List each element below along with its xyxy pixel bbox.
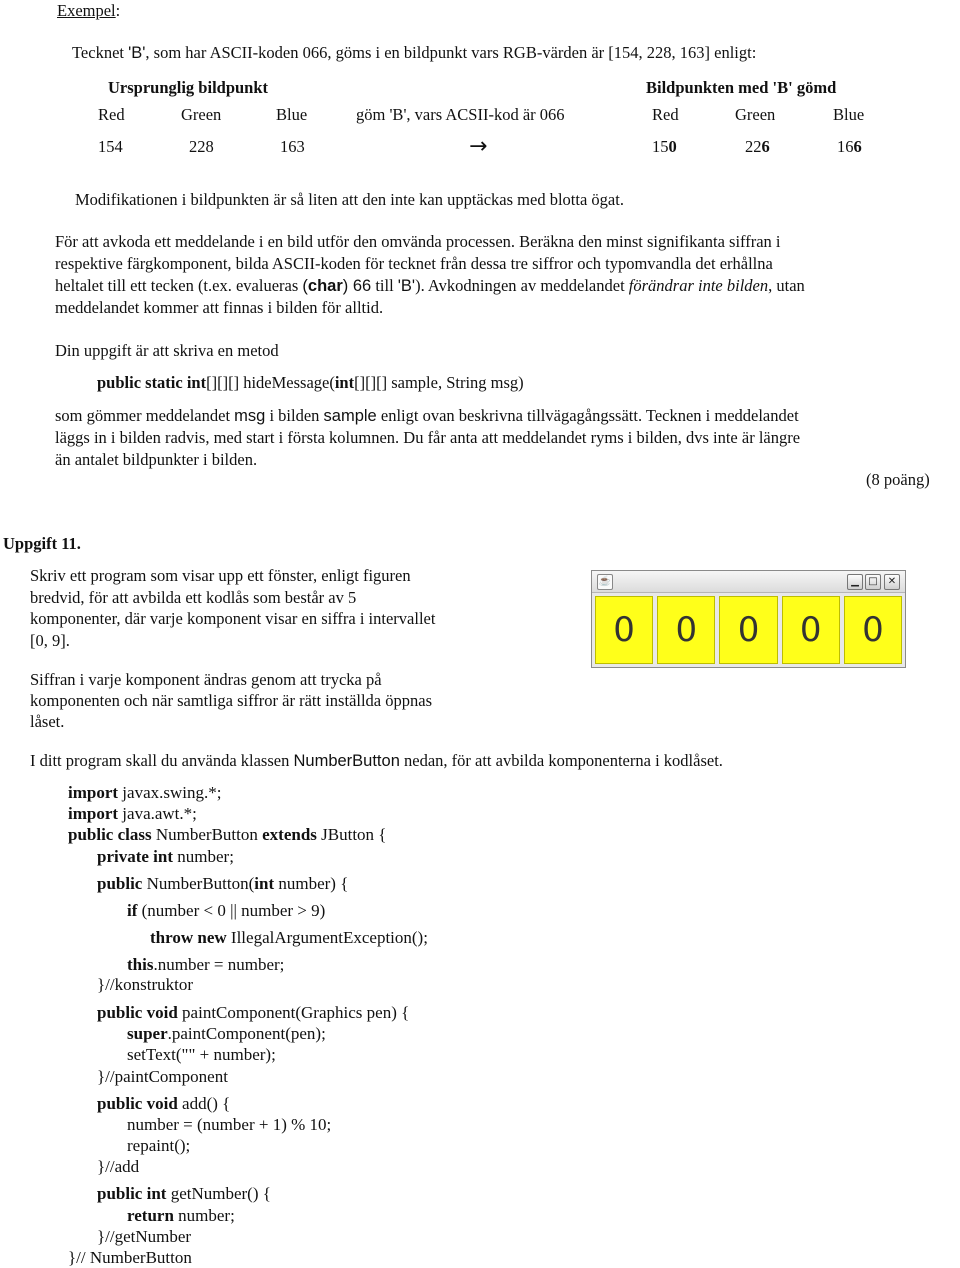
code-line: public NumberButton(int number) { [97,874,349,893]
code-line: this.number = number; [127,955,285,974]
codelock-window [591,570,906,668]
decode-line: För att avkoda ett meddelande i en bild utför den omvända processen. Beräkna den minst signifikanta siffran i [55,232,781,251]
hidden-red-value: 150 [652,137,677,156]
example-heading: Exempel: [57,1,121,20]
decode-line: respektive färgkomponent, bilda ASCII-koden för tecknet från dessa tre siffror och typomvandla det erhållna [55,254,773,273]
hidden-green-value: 226 [745,137,770,156]
code-line: }//paintComponent [97,1067,228,1086]
code-line: throw new IllegalArgumentException(); [150,928,428,947]
close-button[interactable]: ✕ [884,574,900,590]
maximize-button[interactable]: □ [865,574,881,590]
col-red: Red [98,105,125,124]
intro-text: Tecknet 'B', som har ASCII-koden 066, göms i en bildpunkt vars RGB-värden är [154, 228, 163] enligt: [72,43,757,62]
points-label: (8 poäng) [866,470,930,489]
uppgift-line: bredvid, för att avbilda ett kodlås som består av 5 [30,588,357,607]
orig-green-value: 228 [189,137,214,156]
task-intro: Din uppgift är att skriva en metod [55,341,279,360]
task-line: läggs in i bilden radvis, med start i första kolumnen. Du får anta att meddelandet ryms i bilden, dvs inte är längre [55,428,801,447]
code-line: public int getNumber() { [97,1184,271,1203]
code-line: import java.awt.*; [68,804,197,823]
uppgift-line: Skriv ett program som visar upp ett fönster, enligt figuren [30,566,411,585]
code-line: private int number; [97,847,234,866]
minimize-button[interactable]: ▁ [847,574,863,590]
hidden-blue-value: 166 [837,137,862,156]
hide-operation-label: göm 'B', vars ACSII-kod är 066 [356,105,565,124]
digit-button-3[interactable]: 0 [719,596,777,664]
digit-button-1[interactable]: 0 [595,596,653,664]
digit-button-4[interactable]: 0 [782,596,840,664]
original-pixel-header: Ursprunglig bildpunkt [108,78,269,97]
decode-line: meddelandet kommer att finnas i bilden för alltid. [55,298,384,317]
code-line: repaint(); [127,1136,191,1155]
code-line: number = (number + 1) % 10; [127,1115,332,1134]
code-line: }// NumberButton [68,1248,192,1267]
code-line: public void paintComponent(Graphics pen) { [97,1003,410,1022]
code-line: super.paintComponent(pen); [127,1024,326,1043]
code-line: public void add() { [97,1094,231,1113]
code-line: return number; [127,1206,235,1225]
col-blue: Blue [276,105,308,124]
method-signature: public static int[][][] hideMessage(int[][][] sample, String msg) [97,373,524,392]
col-blue-hidden: Blue [833,105,865,124]
task-line: som gömmer meddelandet msg i bilden sample enligt ovan beskrivna tillvägagångssätt. Tecknen i meddelandet [55,406,799,425]
col-red-hidden: Red [652,105,679,124]
window-titlebar[interactable] [592,571,905,593]
code-line: setText("" + number); [127,1045,276,1064]
code-line: }//getNumber [97,1227,192,1246]
numberbutton-intro: I ditt program skall du använda klassen NumberButton nedan, för att avbilda komponenterna i kodlåset. [30,751,723,770]
modification-note: Modifikationen i bildpunkten är så liten att den inte kan upptäckas med blotta ögat. [75,190,624,209]
uppgift-line: komponenter, där varje komponent visar en siffra i intervallet [30,609,436,628]
orig-blue-value: 163 [280,137,305,156]
right-arrow-icon: → [469,134,488,159]
orig-red-value: 154 [98,137,123,156]
uppgift-line: låset. [30,712,65,731]
uppgift-heading: Uppgift 11. [3,534,81,553]
java-cup-icon: ☕ [597,574,613,590]
task-line: än antalet bildpunkter i bilden. [55,450,258,469]
code-line: }//add [97,1157,140,1176]
uppgift-line: [0, 9]. [30,631,70,650]
col-green: Green [181,105,222,124]
decode-line: heltalet till ett tecken (t.ex. evalueras (char) 66 till 'B'). Avkodningen av meddelandet förändrar inte bilden, utan [55,276,805,295]
hidden-pixel-header: Bildpunkten med 'B' gömd [646,78,837,97]
code-line: if (number < 0 || number > 9) [127,901,326,920]
uppgift-line: Siffran i varje komponent ändras genom att trycka på [30,670,382,689]
code-line: import javax.swing.*; [68,783,222,802]
uppgift-line: komponenten och när samtliga siffror är rätt inställda öppnas [30,691,433,710]
digit-button-2[interactable]: 0 [657,596,715,664]
col-green-hidden: Green [735,105,776,124]
code-line: }//konstruktor [97,975,193,994]
code-line: public class NumberButton extends JButton { [68,825,387,844]
digit-button-5[interactable]: 0 [844,596,902,664]
digit-buttons [595,596,902,664]
